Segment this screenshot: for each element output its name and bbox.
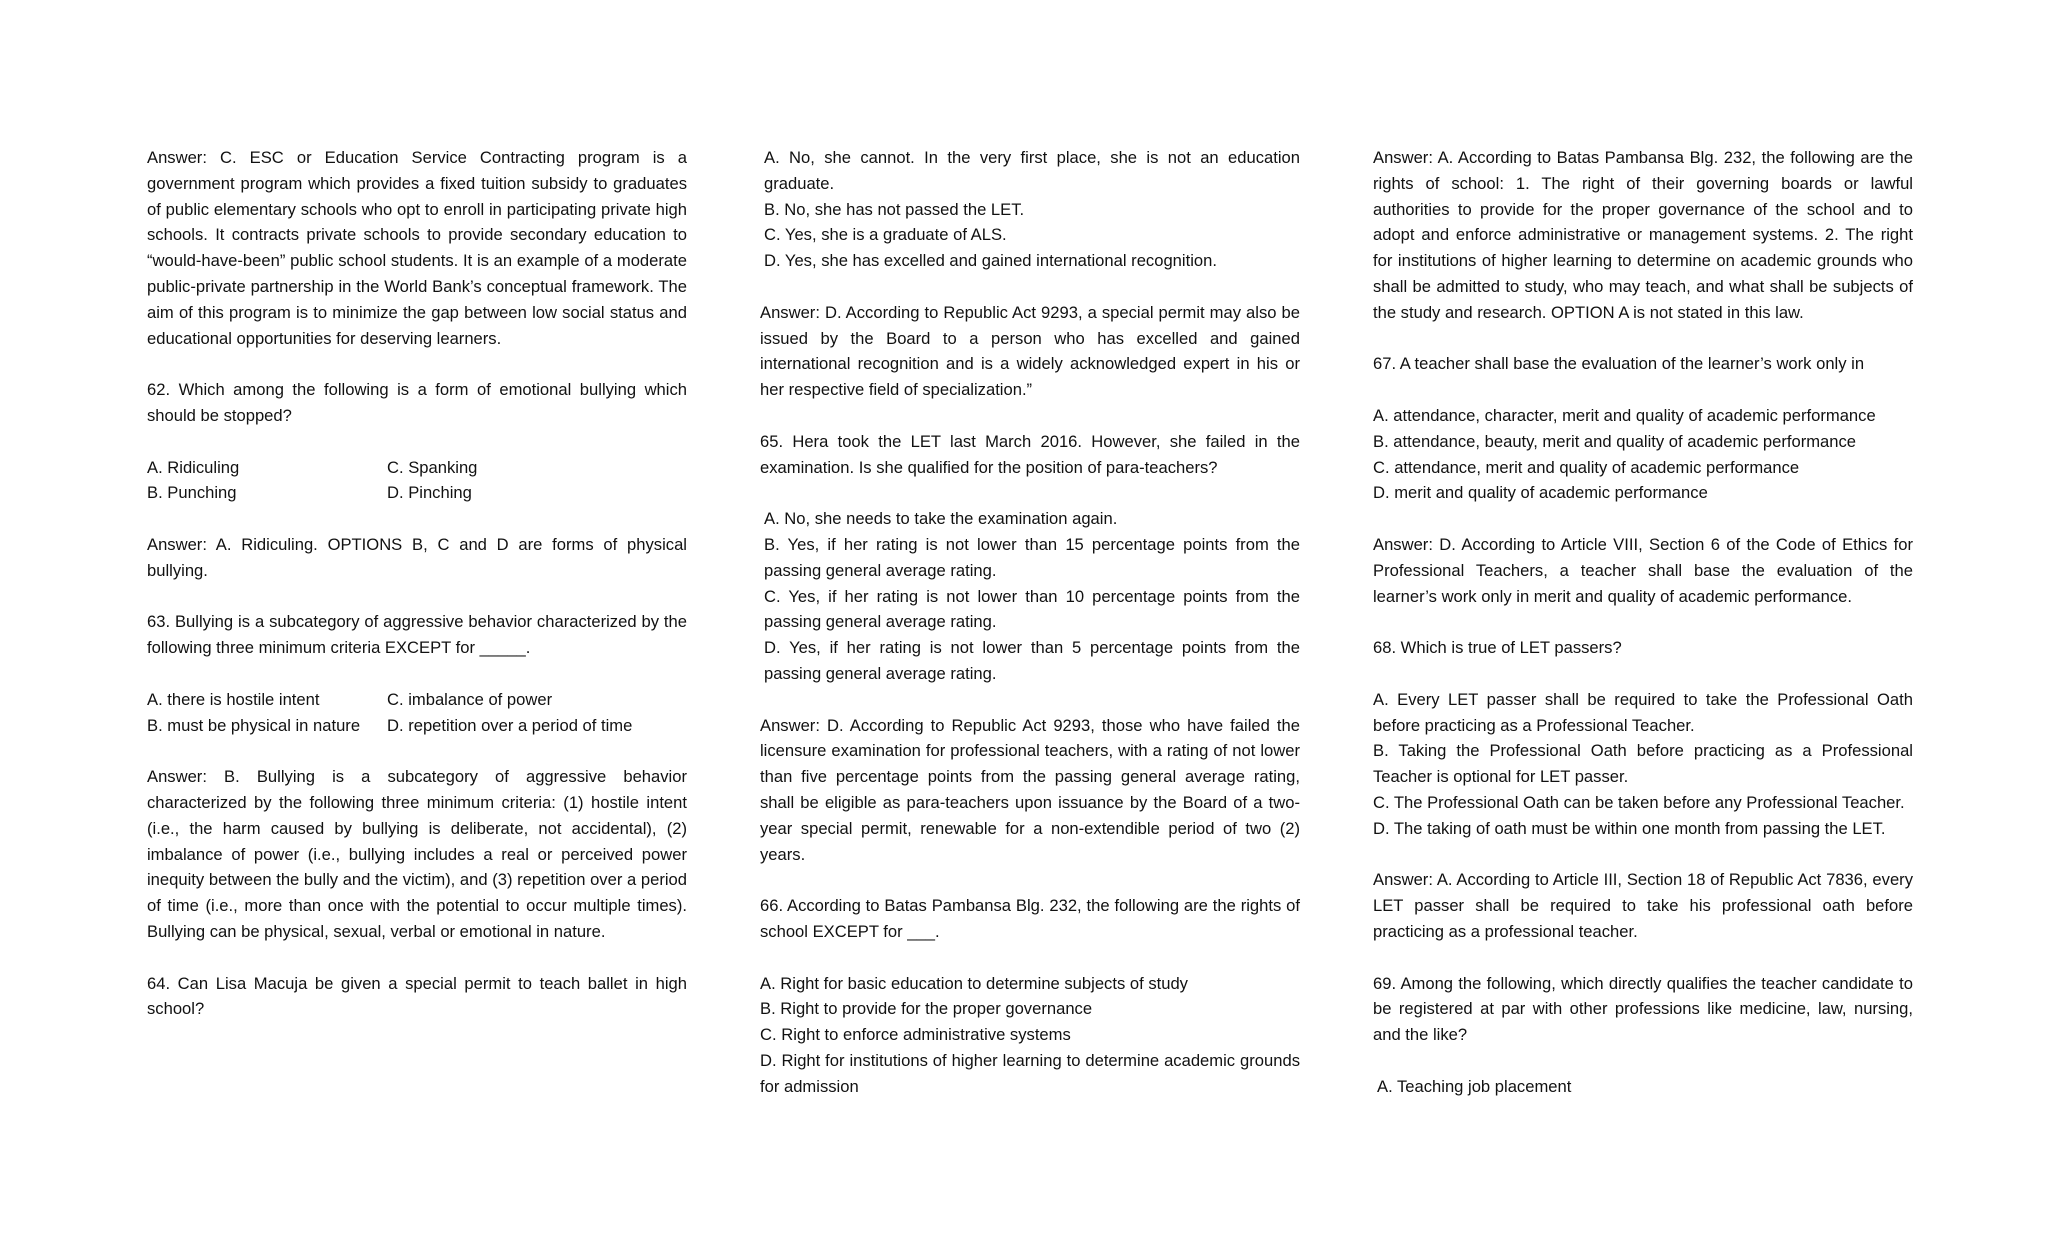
answer-63: Answer: B. Bullying is a subcategory of aggressive behavior characterized by the following three minimum criteria: (1) hostile intent (i.e., the harm caused by bullying is deliberate, not accidental), (2) imbalance of power (i.e., bullying includes a real or perceived power inequity between the bully and the victim), and (3) repetition over a period of time (i.e., more than once with the potential to occur multiple times). Bullying can be physical, sexual, verbal or emotional in nature. (147, 767, 687, 941)
option-64-c: C. Yes, she is a graduate of ALS. (764, 225, 1007, 245)
option-69-a: A. Teaching job placement (1377, 1076, 1572, 1096)
question-68-options (1373, 687, 1913, 842)
question-63: 63. Bullying is a subcategory of aggressive behavior characterized by the following three minimum criteria EXCEPT for _____. (147, 612, 687, 658)
option-68-d: D. The taking of oath must be within one month from passing the LET. (1373, 818, 1886, 838)
option-67-a: A. attendance, character, merit and quality of academic performance (1373, 405, 1876, 425)
question-62-options (147, 455, 687, 507)
option-68-c: C. The Professional Oath can be taken before any Professional Teacher. (1373, 792, 1905, 812)
option-67-b: B. attendance, beauty, merit and quality of academic performance (1373, 431, 1857, 451)
option-66-a: A. Right for basic education to determine subjects of study (760, 973, 1188, 993)
question-67-options (1373, 403, 1913, 506)
column-2 (760, 145, 1300, 1125)
question-68: 68. Which is true of LET passers? (1373, 638, 1622, 658)
option-65-c: C. Yes, if her rating is not lower than 10 percentage points from the passing general average rating. (764, 586, 1300, 632)
question-66: 66. According to Batas Pambansa Blg. 232, the following are the rights of school EXCEPT for ___. (760, 896, 1300, 941)
answer-66: Answer: A. According to Batas Pambansa Blg. 232, the following are the rights of school: 1. The right of their governing boards or lawful authorities to provide for the proper governance of the school and to adopt and enforce administrative or management systems. 2. The right for institutions of higher learning to determine on academic grounds who shall be admitted to study, who may teach, and what shall be subjects of the study and research. OPTION A is not stated in this law. (1373, 148, 1913, 322)
question-69-options (1373, 1074, 1913, 1100)
option-63-b: B. must be physical in nature (147, 715, 361, 735)
question-67: 67. A teacher shall base the evaluation of the learner’s work only in (1373, 354, 1865, 374)
option-67-c: C. attendance, merit and quality of academic performance (1373, 457, 1800, 477)
question-66-options (760, 971, 1300, 1100)
option-64-a: A. No, she cannot. In the very first place, she is not an education graduate. (764, 148, 1300, 193)
option-62-d: D. Pinching (387, 483, 472, 503)
option-66-c: C. Right to enforce administrative systems (760, 1025, 1071, 1045)
option-64-d: D. Yes, she has excelled and gained international recognition. (764, 251, 1217, 271)
option-65-a: A. No, she needs to take the examination again. (764, 509, 1118, 529)
option-66-d: D. Right for institutions of higher learning to determine academic grounds for admission (760, 1050, 1300, 1096)
option-68-b: B. Taking the Professional Oath before practicing as a Professional Teacher is optional for LET passer. (1373, 741, 1913, 787)
answer-64: Answer: D. According to Republic Act 9293, a special permit may also be issued by the Board to a person who has excelled and gained international recognition and is a widely acknowledged expert in his or her respective field of specialization.” (760, 302, 1300, 400)
question-64: 64. Can Lisa Macuja be given a special permit to teach ballet in high school? (147, 973, 687, 1019)
option-65-d: D. Yes, if her rating is not lower than 5 percentage points from the passing general average rating. (764, 638, 1300, 683)
option-67-d: D. merit and quality of academic performance (1373, 483, 1708, 503)
option-68-a: A. Every LET passer shall be required to take the Professional Oath before practicing as a Professional Teacher. (1373, 689, 1913, 735)
question-65-options (760, 506, 1300, 687)
option-66-b: B. Right to provide for the proper governance (760, 999, 1093, 1019)
question-64-options (760, 145, 1300, 274)
answer-68: Answer: A. According to Article III, Section 18 of Republic Act 7836, every LET passer shall be required to take his professional oath before practicing as a professional teacher. (1373, 870, 1913, 941)
question-62: 62. Which among the following is a form of emotional bullying which should be stopped? (147, 380, 687, 425)
answer-65: Answer: D. According to Republic Act 9293, those who have failed the licensure examination for professional teachers, with a rating of not lower than five percentage points from the passing general average rating, shall be eligible as para-teachers upon issuance by the Board of a two-year special permit, renewable for a non-extendible period of two (2) years. (760, 715, 1300, 864)
question-69: 69. Among the following, which directly qualifies the teacher candidate to be registered at par with other professions like medicine, law, nursing, and the like? (1373, 973, 1913, 1045)
option-63-d: D. repetition over a period of time (387, 715, 633, 735)
column-3 (1373, 145, 1913, 1125)
question-63-options (147, 687, 687, 739)
answer-67: Answer: D. According to Article VIII, Section 6 of the Code of Ethics for Professional Teachers, a teacher shall base the evaluation of the learner’s work only in merit and quality of academic performance. (1373, 534, 1913, 606)
answer-62: Answer: A. Ridiculing. OPTIONS B, C and D are forms of physical bullying. (147, 534, 687, 580)
option-63-c: C. imbalance of power (387, 689, 553, 709)
column-1 (147, 145, 687, 1048)
option-62-b: B. Punching (147, 483, 237, 503)
option-65-b: B. Yes, if her rating is not lower than 15 percentage points from the passing general average rating. (764, 534, 1300, 580)
answer-61: Answer: C. ESC or Education Service Contracting program is a government program which provides a fixed tuition subsidy to graduates of public elementary schools who opt to enroll in participating private high schools. It contracts private schools to provide secondary education to “would-have-been” public school students. It is an example of a moderate public-private partnership in the World Bank’s conceptual framework. The aim of this program is to minimize the gap between low social status and educational opportunities for deserving learners. (147, 148, 687, 348)
option-62-c: C. Spanking (387, 457, 478, 477)
option-62-a: A. Ridiculing (147, 457, 240, 477)
option-64-b: B. No, she has not passed the LET. (764, 199, 1025, 219)
option-63-a: A. there is hostile intent (147, 689, 320, 709)
question-65: 65. Hera took the LET last March 2016. However, she failed in the examination. Is she qualified for the position of para-teachers? (760, 431, 1300, 477)
